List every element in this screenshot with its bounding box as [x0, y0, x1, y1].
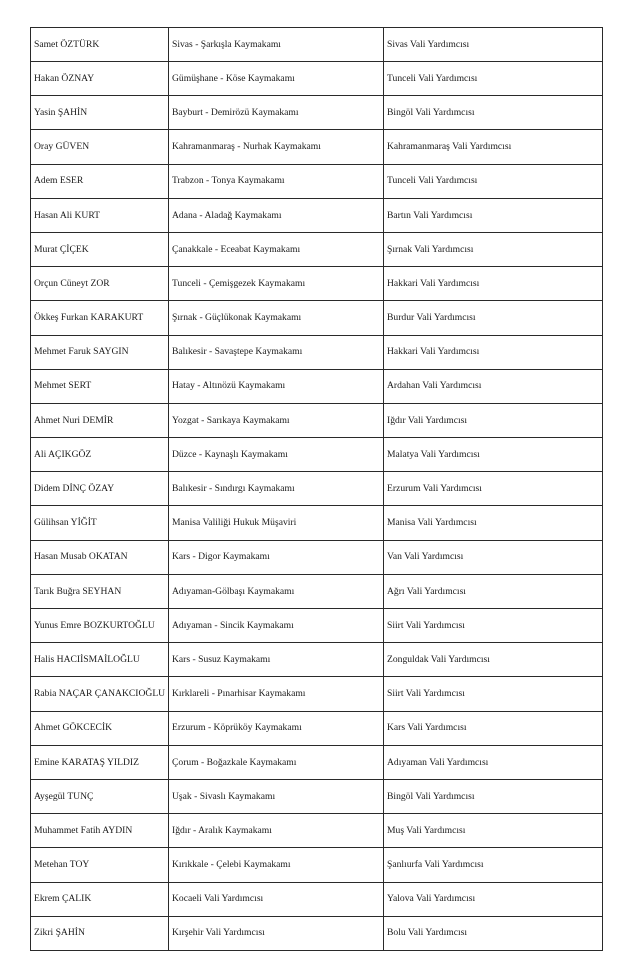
table-row — [31, 848, 603, 882]
new-post-cell: Bingöl Vali Yardımcısı — [384, 96, 603, 130]
table-row — [31, 609, 603, 643]
table-row — [31, 403, 603, 437]
person-name-cell: Ekrem ÇALIK — [31, 882, 169, 916]
table-row — [31, 472, 603, 506]
table-row — [31, 745, 603, 779]
previous-post-cell: Düzce - Kaynaşlı Kaymakamı — [169, 438, 384, 472]
new-post-cell: Kars Vali Yardımcısı — [384, 711, 603, 745]
new-post-cell: Siirt Vali Yardımcısı — [384, 609, 603, 643]
previous-post-cell: Gümüşhane - Köse Kaymakamı — [169, 62, 384, 96]
previous-post-cell: Adıyaman - Sincik Kaymakamı — [169, 609, 384, 643]
previous-post-cell: Erzurum - Köprüköy Kaymakamı — [169, 711, 384, 745]
new-post-cell: Tunceli Vali Yardımcısı — [384, 62, 603, 96]
previous-post-cell: Yozgat - Sarıkaya Kaymakamı — [169, 403, 384, 437]
person-name-cell: Gülihsan YİĞİT — [31, 506, 169, 540]
person-name-cell: Ali AÇIKGÖZ — [31, 438, 169, 472]
new-post-cell: Bolu Vali Yardımcısı — [384, 916, 603, 950]
previous-post-cell: Kırklareli - Pınarhisar Kaymakamı — [169, 677, 384, 711]
new-post-cell: Kahramanmaraş Vali Yardımcısı — [384, 130, 603, 164]
person-name-cell: Muhammet Fatih AYDIN — [31, 814, 169, 848]
previous-post-cell: Çanakkale - Eceabat Kaymakamı — [169, 232, 384, 266]
person-name-cell: Oray GÜVEN — [31, 130, 169, 164]
new-post-cell: Bingöl Vali Yardımcısı — [384, 779, 603, 813]
previous-post-cell: Çorum - Boğazkale Kaymakamı — [169, 745, 384, 779]
new-post-cell: Van Vali Yardımcısı — [384, 540, 603, 574]
person-name-cell: Metehan TOY — [31, 848, 169, 882]
new-post-cell: Burdur Vali Yardımcısı — [384, 301, 603, 335]
person-name-cell: Murat ÇİÇEK — [31, 232, 169, 266]
new-post-cell: Hakkari Vali Yardımcısı — [384, 335, 603, 369]
person-name-cell: Emine KARATAŞ YILDIZ — [31, 745, 169, 779]
table-row — [31, 574, 603, 608]
previous-post-cell: Adana - Aladağ Kaymakamı — [169, 198, 384, 232]
table-row — [31, 164, 603, 198]
table-row — [31, 643, 603, 677]
table-row — [31, 369, 603, 403]
table-row — [31, 198, 603, 232]
person-name-cell: Halis HACIİSMAİLOĞLU — [31, 643, 169, 677]
new-post-cell: Adıyaman Vali Yardımcısı — [384, 745, 603, 779]
previous-post-cell: Kırıkkale - Çelebi Kaymakamı — [169, 848, 384, 882]
person-name-cell: Hasan Ali KURT — [31, 198, 169, 232]
person-name-cell: Hasan Musab OKATAN — [31, 540, 169, 574]
person-name-cell: Tarık Buğra SEYHAN — [31, 574, 169, 608]
table-row — [31, 882, 603, 916]
table-row — [31, 916, 603, 950]
table-row — [31, 711, 603, 745]
previous-post-cell: Trabzon - Tonya Kaymakamı — [169, 164, 384, 198]
table-row — [31, 62, 603, 96]
new-post-cell: Manisa Vali Yardımcısı — [384, 506, 603, 540]
person-name-cell: Orçun Cüneyt ZOR — [31, 267, 169, 301]
table-row — [31, 28, 603, 62]
person-name-cell: Mehmet SERT — [31, 369, 169, 403]
person-name-cell: Zikri ŞAHİN — [31, 916, 169, 950]
new-post-cell: Iğdır Vali Yardımcısı — [384, 403, 603, 437]
new-post-cell: Şırnak Vali Yardımcısı — [384, 232, 603, 266]
person-name-cell: Ahmet Nuri DEMİR — [31, 403, 169, 437]
previous-post-cell: Adıyaman-Gölbaşı Kaymakamı — [169, 574, 384, 608]
table-row — [31, 814, 603, 848]
previous-post-cell: Uşak - Sivaslı Kaymakamı — [169, 779, 384, 813]
new-post-cell: Tunceli Vali Yardımcısı — [384, 164, 603, 198]
person-name-cell: Yunus Emre BOZKURTOĞLU — [31, 609, 169, 643]
new-post-cell: Ardahan Vali Yardımcısı — [384, 369, 603, 403]
new-post-cell: Siirt Vali Yardımcısı — [384, 677, 603, 711]
previous-post-cell: Balıkesir - Sındırgı Kaymakamı — [169, 472, 384, 506]
new-post-cell: Hakkari Vali Yardımcısı — [384, 267, 603, 301]
new-post-cell: Sivas Vali Yardımcısı — [384, 28, 603, 62]
table-row — [31, 130, 603, 164]
person-name-cell: Didem DİNÇ ÖZAY — [31, 472, 169, 506]
person-name-cell: Adem ESER — [31, 164, 169, 198]
new-post-cell: Zonguldak Vali Yardımcısı — [384, 643, 603, 677]
appointments-table-body — [31, 28, 603, 951]
person-name-cell: Yasin ŞAHİN — [31, 96, 169, 130]
previous-post-cell: Kocaeli Vali Yardımcısı — [169, 882, 384, 916]
previous-post-cell: Kahramanmaraş - Nurhak Kaymakamı — [169, 130, 384, 164]
table-row — [31, 335, 603, 369]
previous-post-cell: Sivas - Şarkışla Kaymakamı — [169, 28, 384, 62]
previous-post-cell: Kars - Susuz Kaymakamı — [169, 643, 384, 677]
person-name-cell: Samet ÖZTÜRK — [31, 28, 169, 62]
new-post-cell: Şanlıurfa Vali Yardımcısı — [384, 848, 603, 882]
table-row — [31, 267, 603, 301]
table-row — [31, 506, 603, 540]
new-post-cell: Erzurum Vali Yardımcısı — [384, 472, 603, 506]
person-name-cell: Ayşegül TUNÇ — [31, 779, 169, 813]
previous-post-cell: Kırşehir Vali Yardımcısı — [169, 916, 384, 950]
table-row — [31, 301, 603, 335]
previous-post-cell: Balıkesir - Savaştepe Kaymakamı — [169, 335, 384, 369]
previous-post-cell: Tunceli - Çemişgezek Kaymakamı — [169, 267, 384, 301]
document-page — [30, 27, 602, 951]
table-row — [31, 438, 603, 472]
previous-post-cell: Şırnak - Güçlükonak Kaymakamı — [169, 301, 384, 335]
previous-post-cell: Hatay - Altınözü Kaymakamı — [169, 369, 384, 403]
previous-post-cell: Iğdır - Aralık Kaymakamı — [169, 814, 384, 848]
previous-post-cell: Kars - Digor Kaymakamı — [169, 540, 384, 574]
table-row — [31, 232, 603, 266]
new-post-cell: Malatya Vali Yardımcısı — [384, 438, 603, 472]
table-row — [31, 779, 603, 813]
person-name-cell: Ökkeş Furkan KARAKURT — [31, 301, 169, 335]
person-name-cell: Ahmet GÖKCECİK — [31, 711, 169, 745]
new-post-cell: Bartın Vali Yardımcısı — [384, 198, 603, 232]
appointments-table — [30, 27, 603, 951]
person-name-cell: Mehmet Faruk SAYGIN — [31, 335, 169, 369]
previous-post-cell: Manisa Valiliği Hukuk Müşaviri — [169, 506, 384, 540]
new-post-cell: Muş Vali Yardımcısı — [384, 814, 603, 848]
person-name-cell: Rabia NAÇAR ÇANAKCIOĞLU — [31, 677, 169, 711]
table-row — [31, 540, 603, 574]
table-row — [31, 677, 603, 711]
previous-post-cell: Bayburt - Demirözü Kaymakamı — [169, 96, 384, 130]
table-row — [31, 96, 603, 130]
new-post-cell: Ağrı Vali Yardımcısı — [384, 574, 603, 608]
new-post-cell: Yalova Vali Yardımcısı — [384, 882, 603, 916]
person-name-cell: Hakan ÖZNAY — [31, 62, 169, 96]
